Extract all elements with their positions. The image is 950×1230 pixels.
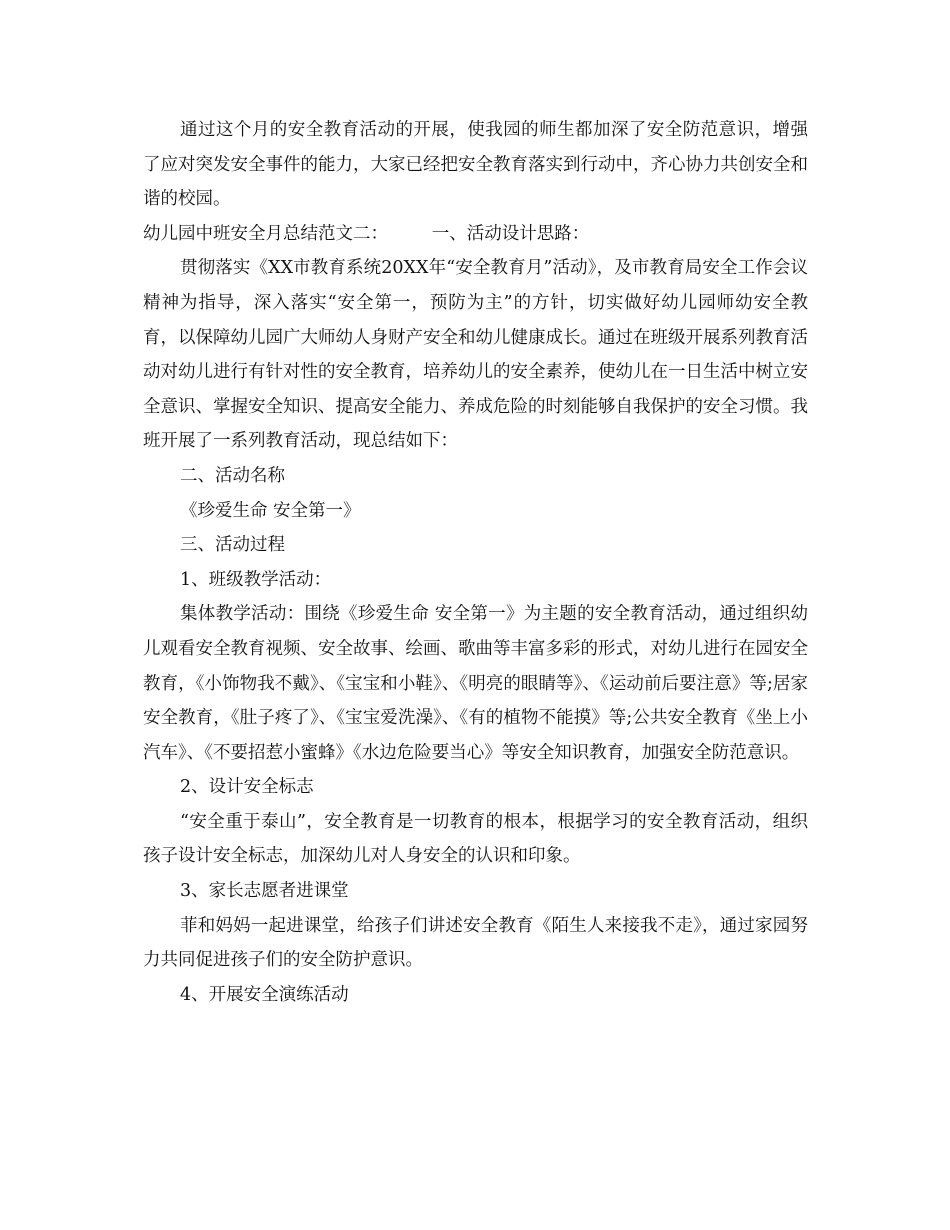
paragraph-title-line: 幼儿园中班安全月总结范文二： 一、活动设计思路： bbox=[143, 223, 590, 244]
paragraph-safety-signs: “安全重于泰山”，安全教育是一切教育的根本，根据学习的安全教育活动，组织孩子设计安全标志，加深幼儿对人身安全的认识和印象。 bbox=[143, 811, 808, 867]
section-heading-activity-process: 三、活动过程 bbox=[180, 535, 285, 556]
activity-name: 《珍爱生命 安全第一》 bbox=[180, 500, 361, 521]
subheading-class-teaching: 1、班级教学活动： bbox=[180, 569, 332, 590]
paragraph-parent-volunteers: 菲和妈妈一起进课堂，给孩子们讲述安全教育《陌生人来接我不走》，通过家园努力共同促进孩子们的安全防护意识。 bbox=[143, 915, 808, 971]
paragraph-summary: 通过这个月的安全教育活动的开展，使我园的师生都加深了安全防范意识，增强了应对突发安全事件的能力，大家已经把安全教育落实到行动中，齐心协力共创安全和谐的校园。 bbox=[143, 120, 808, 210]
subheading-safety-drill: 4、开展安全演练活动 bbox=[180, 984, 349, 1005]
paragraph-design-ideas: 贯彻落实《XX市教育系统20XX年“安全教育月”活动》，及市教育局安全工作会议精神为指导，深入落实“安全第一，预防为主”的方针，切实做好幼儿园师幼安全教育，以保障幼儿园广大师幼人身财产安全和幼儿健康成长。通过在班级开展系列教育活动对幼儿进行有针对性的安全教育，培养幼儿的安全素养，使幼儿在一日生活中树立安全意识、掌握安全知识、提高安全能力、养成危险的时刻能够自我保护的安全习惯。我班开展了一系列教育活动，现总结如下： bbox=[143, 258, 808, 452]
subheading-parent-volunteers: 3、家长志愿者进课堂 bbox=[180, 881, 349, 902]
subheading-safety-signs: 2、设计安全标志 bbox=[180, 777, 314, 798]
paragraph-class-teaching: 集体教学活动：围绕《珍爱生命 安全第一》为主题的安全教育活动，通过组织幼儿观看安全教育视频、安全故事、绘画、歌曲等丰富多彩的形式，对幼儿进行在园安全教育，《小饰物我不戴》、《宝宝和小鞋》、《明亮的眼睛等》、《运动前后要注意》等;居家安全教育，《肚子疼了》、《宝宝爱洗澡》、《有的植物不能摸》等;公共安全教育《坐上小汽车》、《不要招惹小蜜蜂》《水边危险要当心》等安全知识教育，加强安全防范意识。 bbox=[143, 604, 808, 763]
document-page bbox=[143, 113, 808, 1012]
section-heading-activity-name: 二、活动名称 bbox=[180, 465, 285, 486]
